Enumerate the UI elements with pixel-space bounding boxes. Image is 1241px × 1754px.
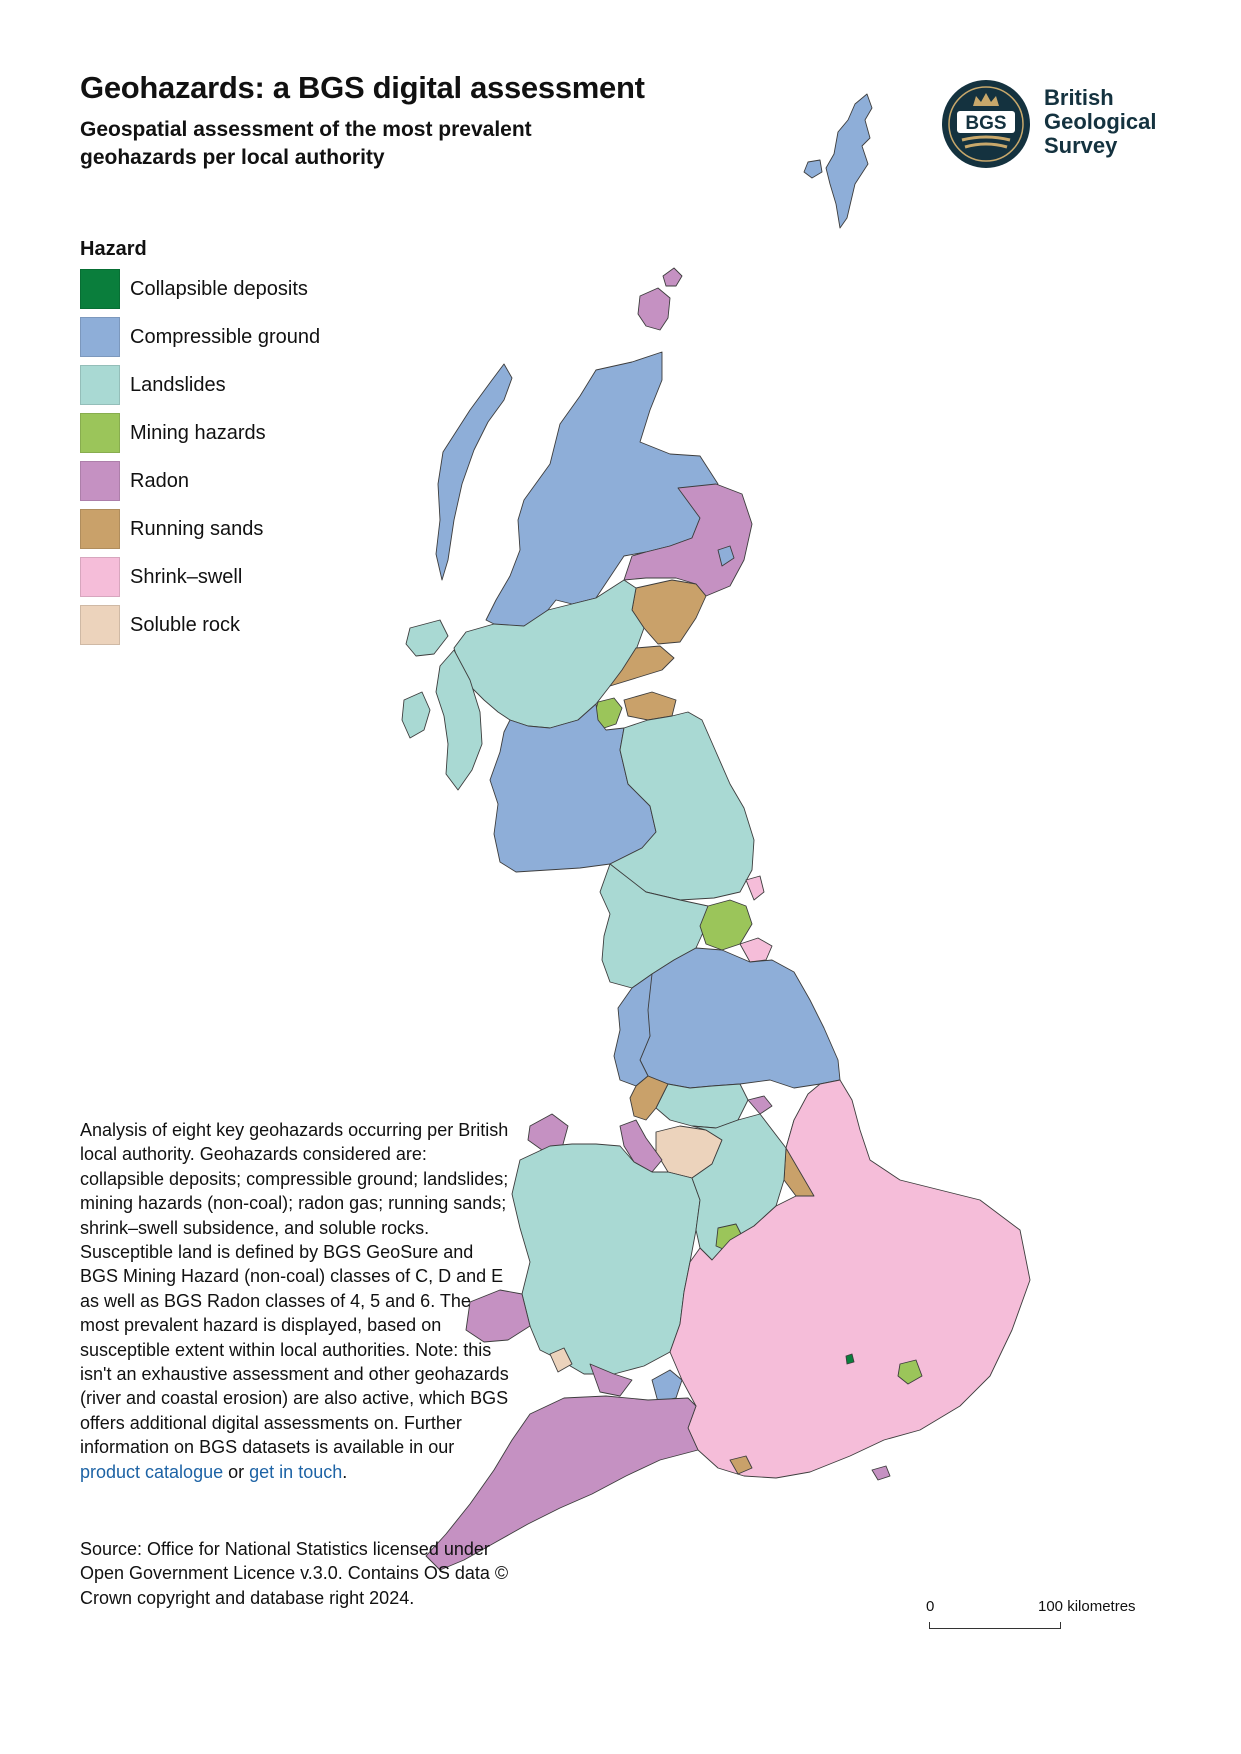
legend-label: Soluble rock [130, 614, 241, 636]
map-title: Geohazards: a BGS digital assessment [80, 70, 645, 105]
region-islay [402, 692, 430, 738]
legend-swatch [80, 605, 120, 645]
product-catalogue-link[interactable]: product catalogue [80, 1461, 224, 1482]
source-note: Source: Office for National Statistics licensed under Open Government Licence v.3.0. Contains OS data © Crown copyright and database right 2024. [80, 1539, 509, 1608]
legend-item-collapsible-deposits [80, 269, 308, 317]
legend-swatch [80, 557, 120, 597]
scale-bar [920, 1596, 1160, 1636]
legend-item-radon [80, 461, 189, 509]
region-orkney [638, 288, 670, 330]
region-shetland-isle [804, 160, 822, 178]
description-text: Analysis of eight key geohazards occurring per British local authority. Geohazards considered are: collapsible deposits; compressible ground; landslides; mining hazards (non-coal); radon gas; running sands; shrink–swell subsidence, and soluble rocks. Susceptible land is defined by BGS GeoSure and BGS Mining Hazard (non-coal) classes of C, D and E as well as BGS Radon classes of 4, 5 and 6. The most prevalent hazard is displayed, based on susceptible extent within local authorities. Note: this isn't an exhaustive assessment and other geohazards (river and coastal erosion) are also active, which BGS offers additional digital assessments on. Further information on BGS datasets is available in our [80, 1120, 509, 1458]
legend-label: Compressible ground [130, 326, 321, 348]
region-western-isles [436, 364, 512, 580]
logo-line-3: Survey [1044, 133, 1118, 158]
legend-label: Shrink–swell [130, 566, 243, 588]
map-subtitle: Geospatial assessment of the most prevalent geohazards per local authority [80, 118, 532, 169]
region-shetland [826, 94, 872, 228]
legend-item-mining-hazards [80, 413, 266, 461]
legend-swatch [80, 461, 120, 501]
legend-swatch [80, 509, 120, 549]
legend-swatch [80, 365, 120, 405]
description-connector: or [228, 1461, 245, 1482]
get-in-touch-link[interactable]: get in touch [249, 1461, 343, 1482]
scale-zero-label: 0 [926, 1598, 935, 1615]
logo-line-2: Geological [1044, 109, 1157, 134]
scale-line [929, 1622, 1061, 1629]
legend-label: Collapsible deposits [130, 278, 308, 300]
region-teesside [740, 938, 772, 962]
region-bristol-compressible [652, 1370, 682, 1402]
region-mull [406, 620, 448, 656]
legend-item-running-sands [80, 509, 264, 557]
region-tyne [746, 876, 764, 900]
legend-swatch [80, 317, 120, 357]
region-radon-yorks [748, 1096, 772, 1114]
region-angus [632, 580, 706, 644]
legend-swatch [80, 269, 120, 309]
legend-title: Hazard [80, 238, 147, 260]
scale-max-label: 100 kilometres [1038, 1598, 1136, 1615]
region-isle-of-wight [872, 1466, 890, 1480]
region-wales [512, 1144, 700, 1374]
logo-badge-text: BGS [965, 113, 1007, 134]
region-collapsible [846, 1354, 854, 1364]
legend-item-landslides [80, 365, 226, 413]
legend-label: Mining hazards [130, 422, 266, 444]
legend-item-shrink-swell [80, 557, 243, 605]
region-north-yorkshire [638, 948, 840, 1088]
legend-item-compressible-ground [80, 317, 321, 365]
region-lothian [624, 692, 676, 720]
hazard-map [400, 80, 1160, 1680]
legend-item-soluble-rock [80, 605, 241, 653]
hazard-legend [80, 238, 321, 653]
legend-label: Radon [130, 470, 189, 492]
region-orkney-north [663, 268, 682, 286]
description-end: . [342, 1461, 348, 1482]
legend-swatch [80, 413, 120, 453]
logo-line-1: British [1044, 85, 1114, 110]
analysis-description [80, 1118, 510, 1484]
legend-label: Running sands [130, 518, 264, 540]
legend-label: Landslides [130, 374, 226, 396]
